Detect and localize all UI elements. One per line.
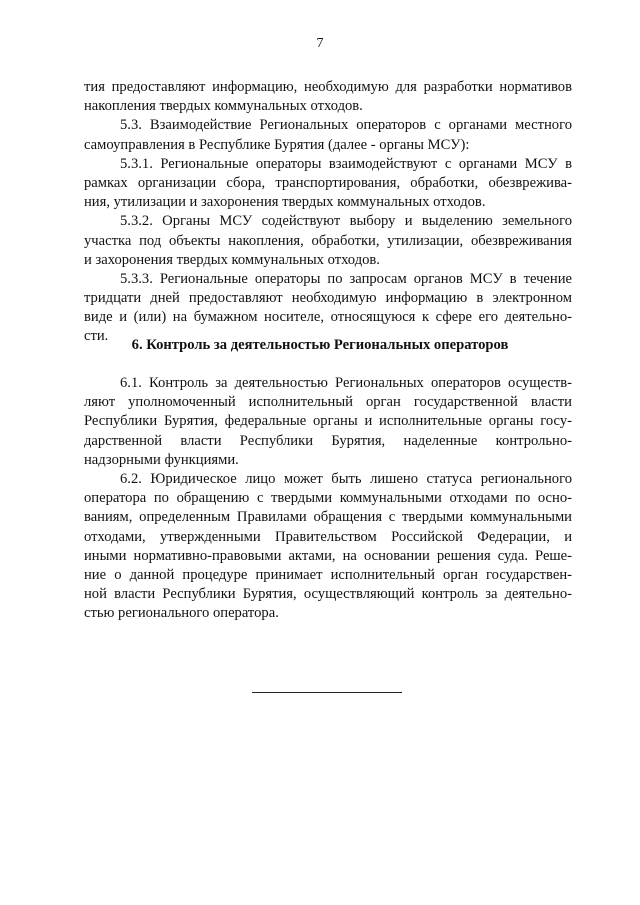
text-line: отходами, утвержденными Правительством Российской Федерации, и	[84, 528, 572, 545]
text-line: ляют уполномоченный исполнительный орган государственной власти	[84, 394, 572, 411]
text-line: тридцати дней предоставляют необходимую информацию в электронном	[84, 290, 572, 307]
text-line: и захоронения твердых коммунальных отходов.	[84, 251, 380, 268]
text-line: тия предоставляют информацию, необходимую для разработки нормативов	[84, 79, 572, 95]
text-line: ваниям, определенным Правилами обращения с твердыми коммунальными	[84, 509, 572, 526]
text-line: ние о данной процедуре принимает исполнительный орган государствен-	[84, 566, 572, 583]
text-line: оператора по обращению с твердыми коммунальными отходами по осно-	[84, 490, 572, 507]
page-number: 7	[316, 36, 324, 51]
text-line: 6.2. Юридическое лицо может быть лишено статуса регионального	[120, 470, 572, 487]
text-line: рамках организации сбора, транспортирования, обработки, обезврежива-	[84, 174, 572, 191]
text-line: сти.	[84, 328, 109, 345]
text-line: надзорными функциями.	[84, 451, 239, 468]
section-6-text	[84, 374, 572, 623]
separator-line	[252, 692, 402, 693]
section-heading: 6. Контроль за деятельностью Региональных операторов	[131, 337, 509, 353]
text-line: участка под объекты накопления, обработки, утилизации, обезвреживания	[84, 232, 572, 249]
text-line: 5.3.3. Региональные операторы по запросам органов МСУ в течение	[120, 270, 572, 287]
text-line: дарственной власти Республики Бурятия, наделенные контрольно-	[84, 432, 572, 449]
text-line: ной власти Республики Бурятия, осуществляющий контроль за деятельно-	[84, 586, 572, 603]
text-line: 5.3.1. Региональные операторы взаимодействуют с органами МСУ в	[120, 155, 572, 172]
section-5-3-text	[84, 78, 572, 347]
text-line: виде и (или) на бумажном носителе, относящуюся к сфере его деятельно-	[84, 309, 572, 326]
text-line: Республики Бурятия, федеральные органы и исполнительные органы госу-	[84, 413, 572, 430]
text-line: 5.3.2. Органы МСУ содействуют выбору и выделению земельного	[120, 213, 572, 230]
text-line: иными нормативно-правовыми актами, на основании решения суда. Реше-	[84, 547, 572, 564]
text-line: самоуправления в Республике Бурятия (далее - органы МСУ):	[84, 136, 470, 153]
text-line: стью регионального оператора.	[84, 605, 279, 622]
text-line: 6.1. Контроль за деятельностью Региональных операторов осуществ-	[120, 375, 572, 391]
text-line: ния, утилизации и захоронения твердых коммунальных отходов.	[84, 194, 486, 211]
text-line: 5.3. Взаимодействие Региональных операторов с органами местного	[120, 117, 572, 134]
text-line: накопления твердых коммунальных отходов.	[84, 98, 363, 115]
